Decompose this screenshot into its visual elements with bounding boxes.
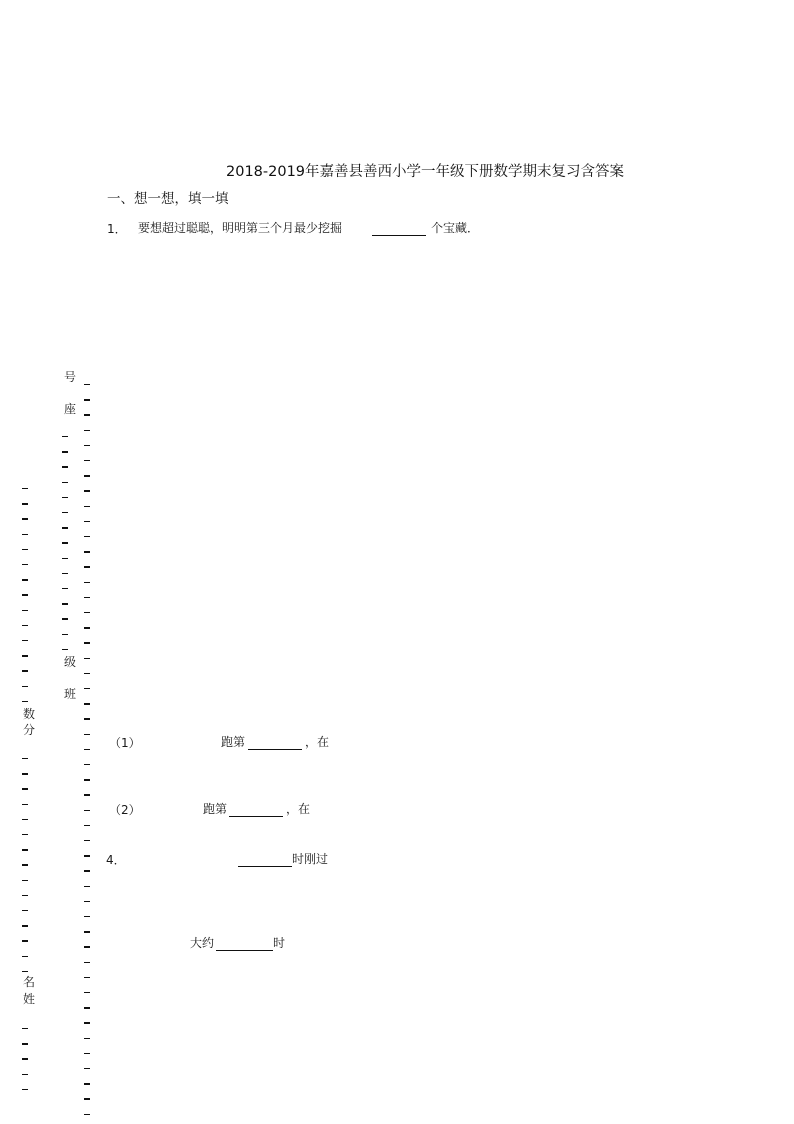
margin-dash [22,549,28,550]
margin-dash [84,1038,90,1039]
question-4-text-after: 时刚过 [292,852,329,866]
subquestion-1-text-after: ，在 [305,735,330,749]
margin-dash [84,718,90,719]
margin-dash [84,566,90,567]
margin-dash [84,931,90,932]
margin-dash [22,594,28,595]
margin-dash [84,642,90,643]
margin-dash [84,673,90,674]
margin-dash [84,627,90,628]
margin-dash [22,534,28,535]
margin-dash [22,701,28,702]
margin-dash [22,1028,28,1029]
margin-dash [84,962,90,963]
subquestion-2-text: 跑第 [203,802,228,816]
margin-label-class-2: 班 [64,687,77,701]
margin-dash [22,971,28,972]
margin-dash [84,1053,90,1054]
question-4-number: 4． [106,853,126,867]
approx-text-after: 时 [273,936,286,950]
margin-dash [22,880,28,881]
margin-dash [62,482,68,483]
margin-dash [84,977,90,978]
margin-dash [84,414,90,415]
margin-dash [22,625,28,626]
margin-dash [22,758,28,759]
margin-dash [84,612,90,613]
margin-dash [22,503,28,504]
margin-dash [84,916,90,917]
margin-dash [22,925,28,926]
question-4-answer-blank[interactable] [238,853,292,867]
margin-dash [22,1074,28,1075]
subquestion-1-text: 跑第 [221,735,246,749]
margin-dash [62,466,68,467]
margin-dash [22,940,28,941]
margin-dash [22,610,28,611]
margin-dash [84,1114,90,1115]
margin-dash [84,475,90,476]
margin-label-score-1: 数 [23,707,36,721]
margin-dash [22,1089,28,1090]
margin-dash [84,1083,90,1084]
question-1-text: 要想超过聪聪，明明第三个月最少挖掘 [138,221,343,235]
margin-dash [84,460,90,461]
margin-dash [22,956,28,957]
margin-dash [22,1043,28,1044]
subquestion-2-text-after: ，在 [286,802,311,816]
margin-dash [84,779,90,780]
margin-dash [62,573,68,574]
margin-dash [62,542,68,543]
margin-dash [62,512,68,513]
margin-dash [84,764,90,765]
margin-dash [62,436,68,437]
subquestion-1-label: （1） [109,736,141,750]
margin-dash [84,658,90,659]
question-1-number: 1． [107,222,127,236]
margin-label-seat-2: 座 [64,402,77,416]
margin-dash [22,579,28,580]
margin-dash [84,734,90,735]
margin-dash [84,946,90,947]
margin-label-name-1: 名 [23,975,36,989]
margin-dash [22,640,28,641]
margin-dash [22,819,28,820]
margin-dash [84,810,90,811]
margin-dash [22,655,28,656]
margin-dash [62,618,68,619]
margin-dash [22,910,28,911]
margin-dash [84,536,90,537]
margin-label-class-1: 级 [64,655,77,669]
margin-dash [62,451,68,452]
subquestion-2-label: （2） [109,803,141,817]
margin-dash [84,384,90,385]
margin-dash [22,773,28,774]
margin-dash [84,506,90,507]
margin-dash [22,1058,28,1059]
approx-text: 大约 [190,936,215,950]
page-title: 2018-2019年嘉善县善西小学一年级下册数学期末复习含答案 [226,164,625,180]
margin-dash [22,864,28,865]
margin-dash [62,634,68,635]
margin-dash [22,849,28,850]
margin-dash [84,886,90,887]
margin-dash [84,855,90,856]
margin-dash [22,686,28,687]
margin-dash [84,399,90,400]
margin-dash [84,1068,90,1069]
margin-dash [84,749,90,750]
margin-dash [84,445,90,446]
margin-label-seat-1: 号 [64,370,77,384]
margin-dash [22,895,28,896]
margin-dash [84,1007,90,1008]
margin-dash [84,870,90,871]
margin-dash [84,1022,90,1023]
margin-dash [22,788,28,789]
margin-dash [84,490,90,491]
margin-dash [84,840,90,841]
question-1-answer-blank[interactable] [372,222,426,236]
subquestion-1-answer-blank[interactable] [248,736,302,750]
margin-dash [22,564,28,565]
margin-dash [84,688,90,689]
margin-label-name-2: 姓 [23,992,36,1006]
margin-dash [22,488,28,489]
margin-dash [22,834,28,835]
margin-dash [84,430,90,431]
margin-dash [22,804,28,805]
margin-dash [84,521,90,522]
margin-dash [84,551,90,552]
margin-dash [84,992,90,993]
margin-dash [62,558,68,559]
margin-dash [84,794,90,795]
margin-dash [62,588,68,589]
margin-dash [22,518,28,519]
margin-dash [84,1098,90,1099]
margin-dash [62,649,68,650]
question-1-text-after: 个宝藏． [431,221,480,235]
margin-label-score-2: 分 [23,723,36,737]
margin-dash [84,703,90,704]
approx-answer-blank[interactable] [216,937,273,951]
margin-dash [84,597,90,598]
margin-dash [84,901,90,902]
margin-dash [62,527,68,528]
margin-dash [22,670,28,671]
margin-dash [62,603,68,604]
subquestion-2-answer-blank[interactable] [229,803,283,817]
margin-dash [84,825,90,826]
section-heading: 一、想一想，填一填 [107,191,229,207]
margin-dash [62,497,68,498]
margin-dash [84,582,90,583]
